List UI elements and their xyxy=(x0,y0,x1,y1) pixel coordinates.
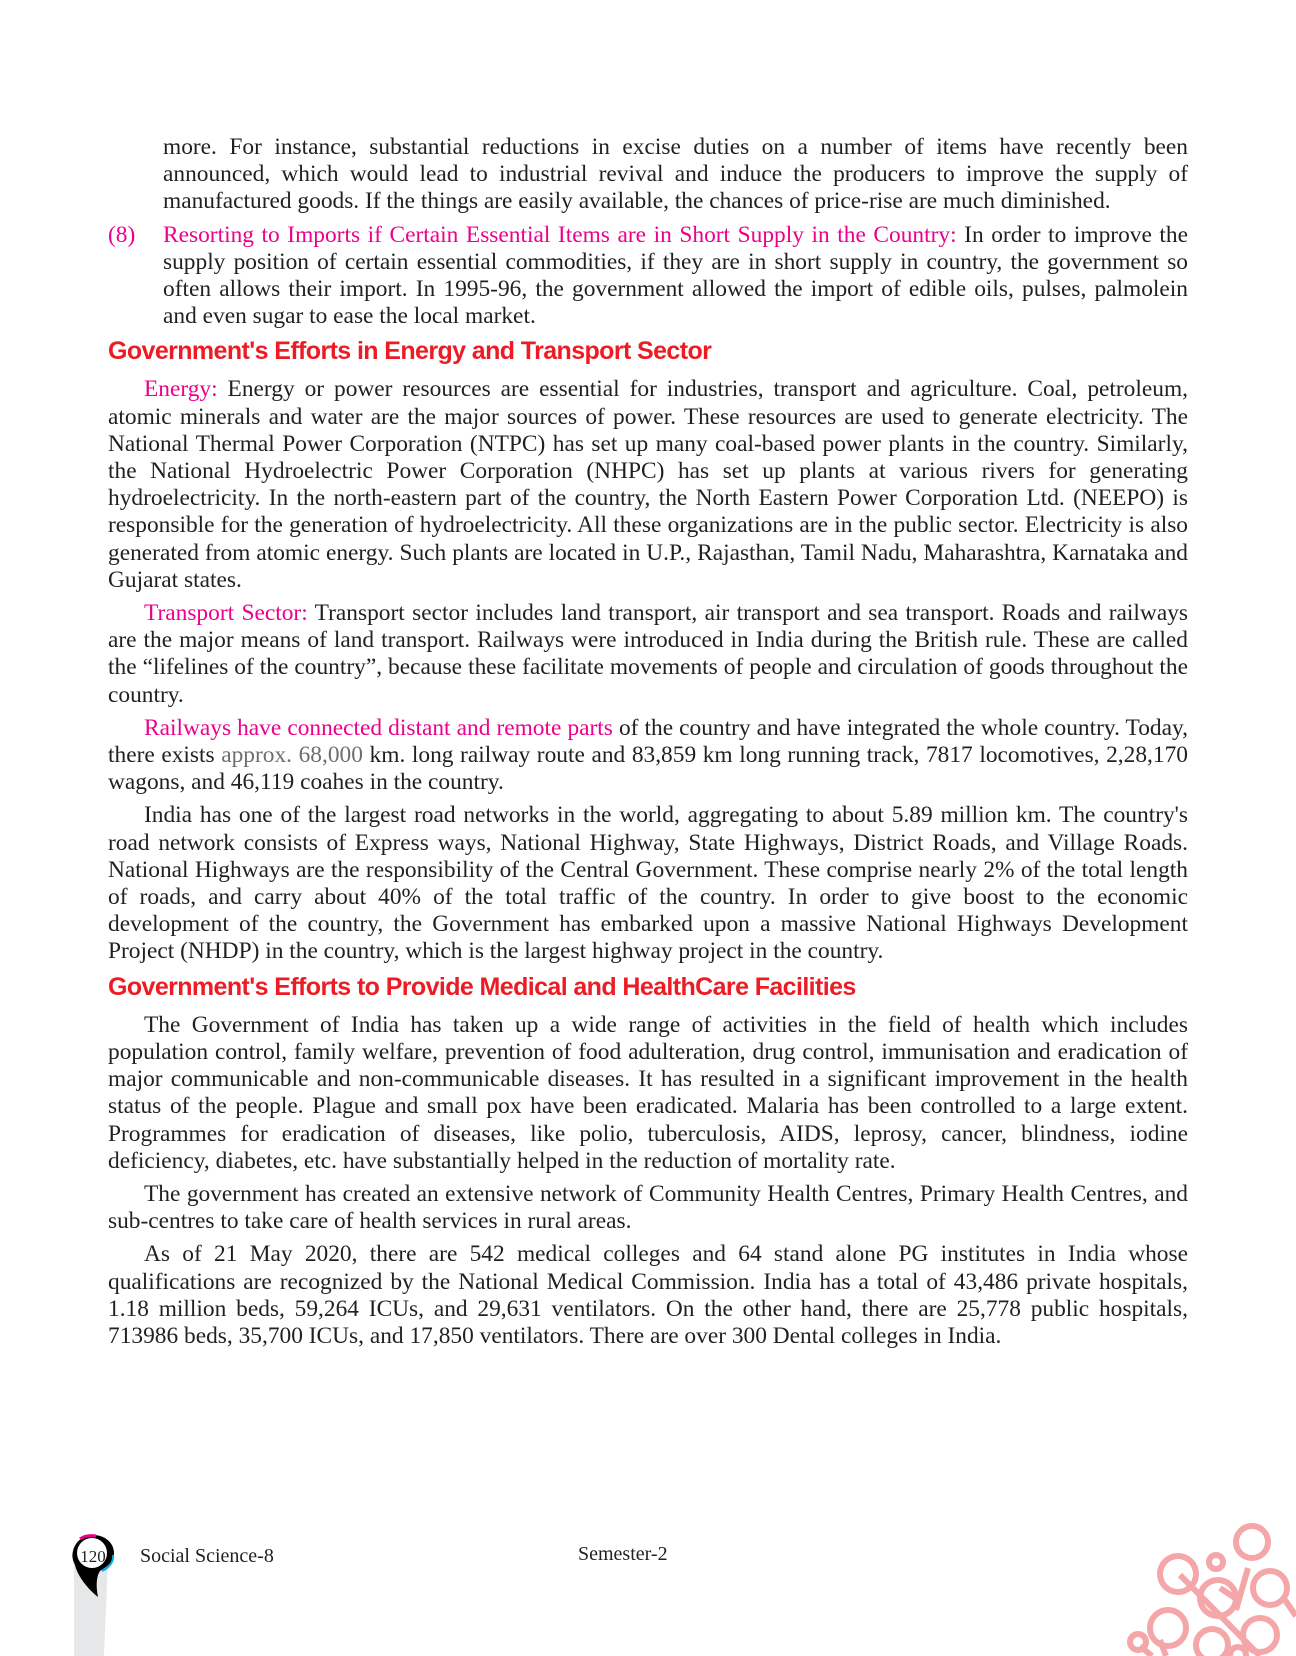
section-heading-energy-transport: Government's Efforts in Energy and Transport Sector xyxy=(108,337,712,366)
railways-text-a: of the country and have integrated the whole country. Today, there exists xyxy=(108,714,1188,769)
item-title: Resorting to Imports if Certain Essential Items are in Short Supply in the Country: xyxy=(163,221,957,248)
roads-paragraph: India has one of the largest road networks in the world, aggregating to about 5.89 million km. The country's road network consists of Express ways, National Highway, State Highways, District Roads, and Village Roads. National Highways are the responsibility of the Central Government. These comprise nearly 2% of the total length of roads, and carry about 40% of the total traffic of the country. In order to give boost to the economic development of the country, the Government has embarked upon a massive National Highways Development Project (NHDP) in the country, which is the largest highway project in the country. xyxy=(108,802,1188,965)
transport-paragraph xyxy=(108,600,1188,709)
energy-label: Energy: xyxy=(144,376,218,403)
footer-semester: Semester-2 xyxy=(578,1543,668,1565)
transport-label: Transport Sector: xyxy=(144,600,308,627)
item-text: In order to improve the supply position of certain essential commodities, if they are in short supply in country, the government so often allows their import. In 1995-96, the government allowed the import of edible oils, pulses, palmolein and even sugar to ease the local market. xyxy=(163,221,1188,330)
health-paragraph-1: The Government of India has taken up a wide range of activities in the field of health which includes population control, family welfare, prevention of food adulteration, drug control, immunisation and eradication of major communicable and non-communicable diseases. It has resulted in a significant improvement in the health status of the people. Plague and small pox have been eradicated. Malaria has been controlled to a large extent. Programmes for eradication of diseases, like polio, tuberculosis, AIDS, leprosy, cancer, blindness, iodine deficiency, diabetes, etc. have substantially helped in the reduction of mortality rate. xyxy=(108,1011,1188,1174)
energy-text: Energy or power resources are essential for industries, transport and agriculture. Coal, petroleum, atomic minerals and water are the major sources of power. These resources are used to generate electricity. The National Thermal Power Corporation (NTPC) has set up many coal-based power plants in the country. Similarly, the National Hydroelectric Power Corporation (NHPC) has set up plants at various rivers for generating hydroelectricity. In the north-eastern part of the country, the North Eastern Power Corporation Ltd. (NEEPO) is responsible for the generation of hydroelectricity. All these organizations are in the public sector. Electricity is also generated from atomic energy. Such plants are located in U.P., Rajasthan, Tamil Nadu, Maharashtra, Karnataka and Gujarat states. xyxy=(108,376,1188,593)
transport-text: Transport sector includes land transport, air transport and sea transport. Roads and railways are the major means of land transport. Railways were introduced in India during the British rule. These are called the “lifelines of the country”, because these facilitate movements of people and circulation of goods throughout the country. xyxy=(108,600,1189,708)
continuation-paragraph: more. For instance, substantial reductions in excise duties on a number of items have recently been announced, which would lead to industrial revival and induce the producers to improve the supply of manufactured goods. If the things are easily available, the chances of price-rise are much diminished. xyxy=(163,134,1188,215)
railways-highlight: Railways have connected distant and remote parts xyxy=(144,714,613,741)
railways-text-b: km. long railway route and 83,859 km long running track, 7817 locomotives, 2,28,170 wagons, and 46,119 coahes in the country. xyxy=(108,742,1188,796)
page-number: 120 xyxy=(80,1547,106,1566)
item-body xyxy=(163,222,1188,331)
health-paragraph-3: As of 21 May 2020, there are 542 medical colleges and 64 stand alone PG institutes in India whose qualifications are recognized by the National Medical Commission. India has a total of 43,486 private hospitals, 1.18 million beds, 59,264 ICUs, and 29,631 ventilators. On the other hand, there are 25,778 public hospitals, 713986 beds, 35,700 ICUs, and 17,850 ventilators. There are over 300 Dental colleges in India. xyxy=(108,1241,1188,1349)
health-paragraph-2: The government has created an extensive network of Community Health Centres, Primary Health Centres, and sub-centres to take care of health services in rural areas. xyxy=(108,1180,1188,1235)
item-number: (8) xyxy=(108,221,136,248)
railways-approx: approx. 68,000 xyxy=(221,742,363,769)
molecule-decoration-icon xyxy=(1120,1520,1296,1656)
page-content xyxy=(108,134,1188,1356)
energy-paragraph xyxy=(108,376,1188,594)
section-heading-medical: Government's Efforts to Provide Medical and HealthCare Facilities xyxy=(108,972,856,1001)
list-item-8 xyxy=(108,222,1188,331)
footer-book-title: Social Science-8 xyxy=(140,1545,274,1567)
railways-paragraph xyxy=(108,715,1188,797)
